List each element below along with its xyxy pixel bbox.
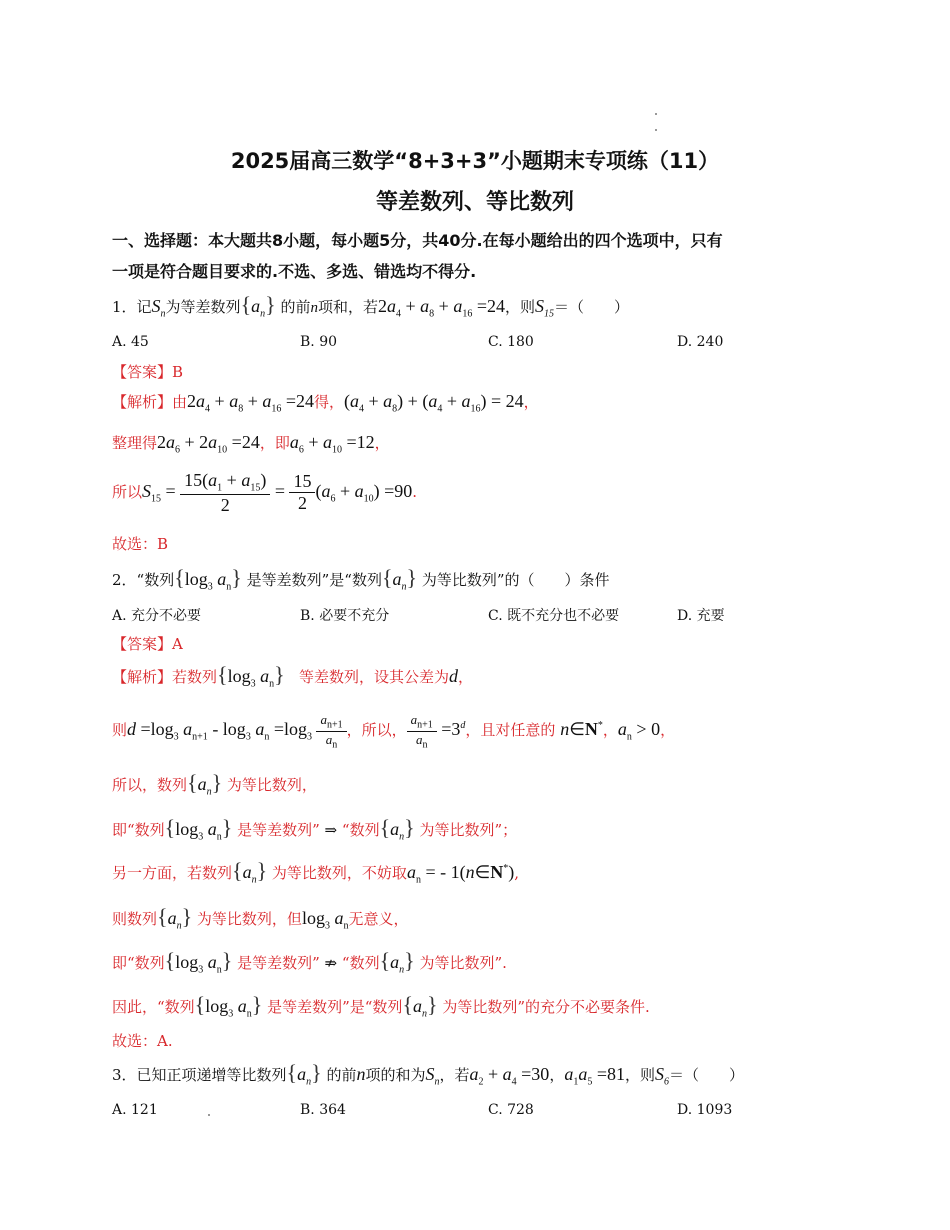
q2-option-c: C. 既不充分也不必要 bbox=[488, 608, 620, 624]
q1-solution-line3: 所以$S_{15}$ = $\frac{15(a_1 + a_{15})}{2}$ = $\frac{15}{2}$ $(a_6 + a_{10}) =90$. bbox=[112, 470, 418, 515]
q1-answer: 【答案】B bbox=[112, 363, 184, 381]
q2-solution-line2: 则$d =\log_3$ $a_{n+1} - \log_3 a_n =\log_3$ $\frac{a_{n+1}}{a_n}$ ，所以， $\frac{a_{n+1}}{a_n}$ $=3^d$，且对任意的 n∈N*，$a_n > 0$， bbox=[112, 712, 676, 751]
q2-solution-line8: 因此，“数列{$\log_3$ $a_n$} 是等差数列”是“数列$\{a_n\}$ 为等比数列”的充分不必要条件. bbox=[112, 992, 650, 1020]
q2-solution-line6: 则数列$\{a_n\}$ 为等比数列，但$\log_3 a_n$无意义， bbox=[112, 904, 409, 932]
q1-option-a: A. 45 bbox=[112, 334, 149, 350]
q2-option-a: A. 充分不必要 bbox=[112, 608, 202, 624]
q3-option-a: A. 121 bbox=[112, 1102, 158, 1118]
q1-conclusion: 故选：B bbox=[112, 535, 169, 553]
section-heading-line2: 一项是符合题目要求的.不选、多选、错选均不得分. bbox=[112, 262, 477, 281]
q1-solution-line1: 【解析】由$2a_4 + a_8 + a_{16} =24$得，$(a_4 + a_8) + (a_4 + a_{16}) = 24$， bbox=[112, 391, 539, 415]
q2-answer: 【答案】A bbox=[112, 635, 183, 653]
doc-subtitle: 等差数列、等比数列 bbox=[375, 190, 574, 215]
q3-option-b: B. 364 bbox=[300, 1102, 346, 1118]
scan-dot bbox=[655, 129, 657, 131]
q2-solution-line4: 即“数列{$\log_3$ $a_n$} 是等差数列” ⇒ “数列$\{a_n\}$ 为等比数列”； bbox=[112, 815, 518, 843]
q3-option-c: C. 728 bbox=[488, 1102, 534, 1118]
q1-solution-line2: 整理得$2a_6 + 2a_{10} =24$，即$a_6 + a_{10} =12$， bbox=[112, 432, 390, 456]
q1-stem: 1．记$S_n$为等差数列$\{a_n\}$ 的前n项和，若$2a_4 + a_8 + a_{16} =24$，则$S_{15}=$（ ） bbox=[112, 292, 629, 320]
q2-solution-line3: 所以，数列$\{a_n\}$ 为等比数列， bbox=[112, 770, 317, 798]
q1-option-c: C. 180 bbox=[488, 334, 534, 350]
doc-title: 2025届高三数学“8+3+3”小题期末专项练（11） bbox=[230, 149, 720, 173]
q1-option-b: B. 90 bbox=[300, 334, 338, 350]
q2-solution-line5: 另一方面，若数列$\{a_n\}$ 为等比数列，不妨取$a_n$ = - 1(n∈N*), bbox=[112, 858, 520, 886]
q2-option-d: D. 充要 bbox=[677, 608, 725, 624]
q2-stem: 2．“数列{$\log_3$ $a_n$} 是等差数列”是“数列$\{a_n\}$ 为等比数列”的（ ）条件 bbox=[112, 565, 610, 593]
q2-conclusion: 故选：A. bbox=[112, 1032, 173, 1050]
scan-dot bbox=[655, 113, 657, 115]
q3-option-d: D. 1093 bbox=[677, 1102, 733, 1118]
q2-solution-line1: 【解析】若数列{$\log_3$ $a_n$} 等差数列，设其公差为d， bbox=[112, 662, 474, 690]
q2-solution-line7: 即“数列{$\log_3$ $a_n$} 是等差数列” ⇏ “数列$\{a_n\}$ 为等比数列”. bbox=[112, 948, 507, 976]
q2-option-b: B. 必要不充分 bbox=[300, 608, 390, 624]
scan-dot bbox=[208, 1114, 210, 1116]
section-heading-line1: 一、选择题：本大题共8小题，每小题5分，共40分.在每小题给出的四个选项中，只有 bbox=[112, 231, 723, 250]
q1-option-d: D. 240 bbox=[677, 334, 724, 350]
q3-stem: 3．已知正项递增等比数列$\{a_n\}$ 的前n项的和为$S_n$，若$a_2 + a_4 =30$，$a_1a_5 =81$，则$S_6=$（ ） bbox=[112, 1060, 745, 1088]
